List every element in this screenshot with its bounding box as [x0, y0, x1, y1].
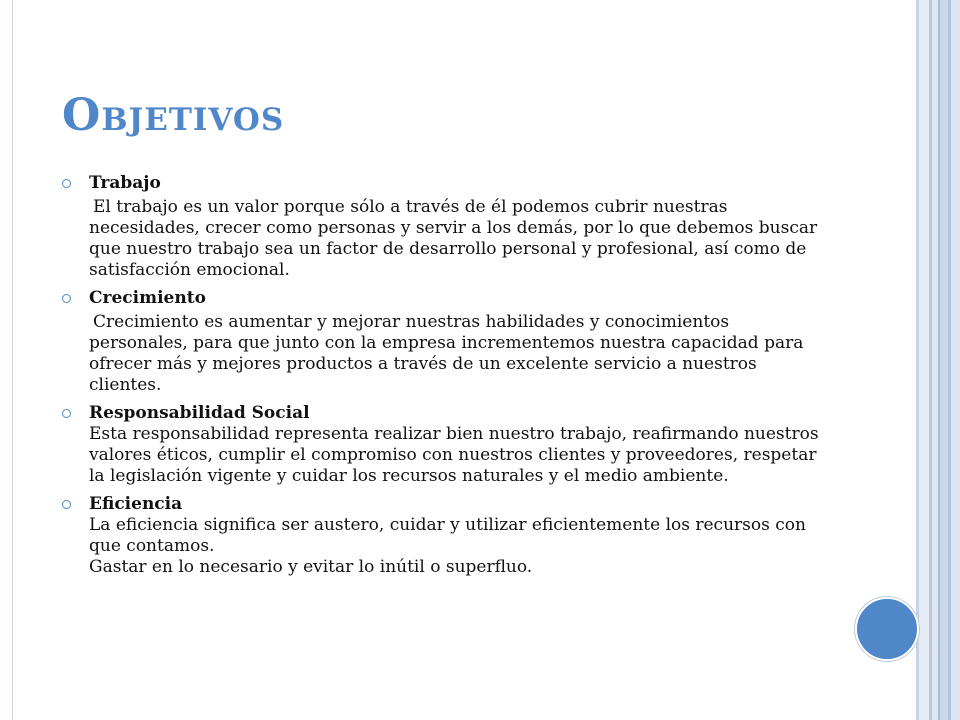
item-heading: Trabajo [89, 173, 161, 193]
decorative-circle [855, 597, 919, 661]
bullet-circle-icon [62, 409, 71, 418]
item-heading: Responsabilidad Social [89, 403, 310, 423]
item-body: La eficiencia significa ser austero, cuidar y utilizar eficientemente los recursos con que contamos. [89, 515, 806, 556]
bullet-circle-icon [62, 294, 71, 303]
bullet-circle-icon [62, 500, 71, 509]
decorative-stripe [919, 0, 929, 720]
list-item-responsabilidad-social [62, 402, 832, 487]
slide-title: Objetivos [62, 90, 285, 141]
item-body-continued: Gastar en lo necesario y evitar lo inútil o superfluo. [89, 557, 533, 577]
decorative-stripe [951, 0, 960, 720]
list-item-eficiencia [62, 493, 832, 578]
bullet-list [62, 172, 832, 584]
item-heading: Crecimiento [89, 288, 206, 308]
bullet-circle-icon [62, 179, 71, 188]
item-body: El trabajo es un valor porque sólo a través de él podemos cubrir nuestras necesidades, crecer como personas y servir a los demás, por lo que debemos buscar que nuestro trabajo sea un factor de desarrollo personal y profesional, así como de satisfacción emocional. [89, 197, 818, 280]
item-heading: Eficiencia [89, 494, 183, 514]
decorative-stripe [940, 0, 948, 720]
item-body: Esta responsabilidad representa realizar bien nuestro trabajo, reafirmando nuestros valores éticos, cumplir el compromiso con nuestros clientes y proveedores, respetar la legislación vigente y cuidar los recursos naturales y el medio ambiente. [89, 424, 819, 486]
list-item-crecimiento [62, 287, 832, 396]
item-body: Crecimiento es aumentar y mejorar nuestras habilidades y conocimientos personales, para que junto con la empresa incrementemos nuestra capacidad para ofrecer más y mejores productos a través de un excelente servicio a nuestros clientes. [89, 312, 804, 395]
list-item-trabajo [62, 172, 832, 281]
